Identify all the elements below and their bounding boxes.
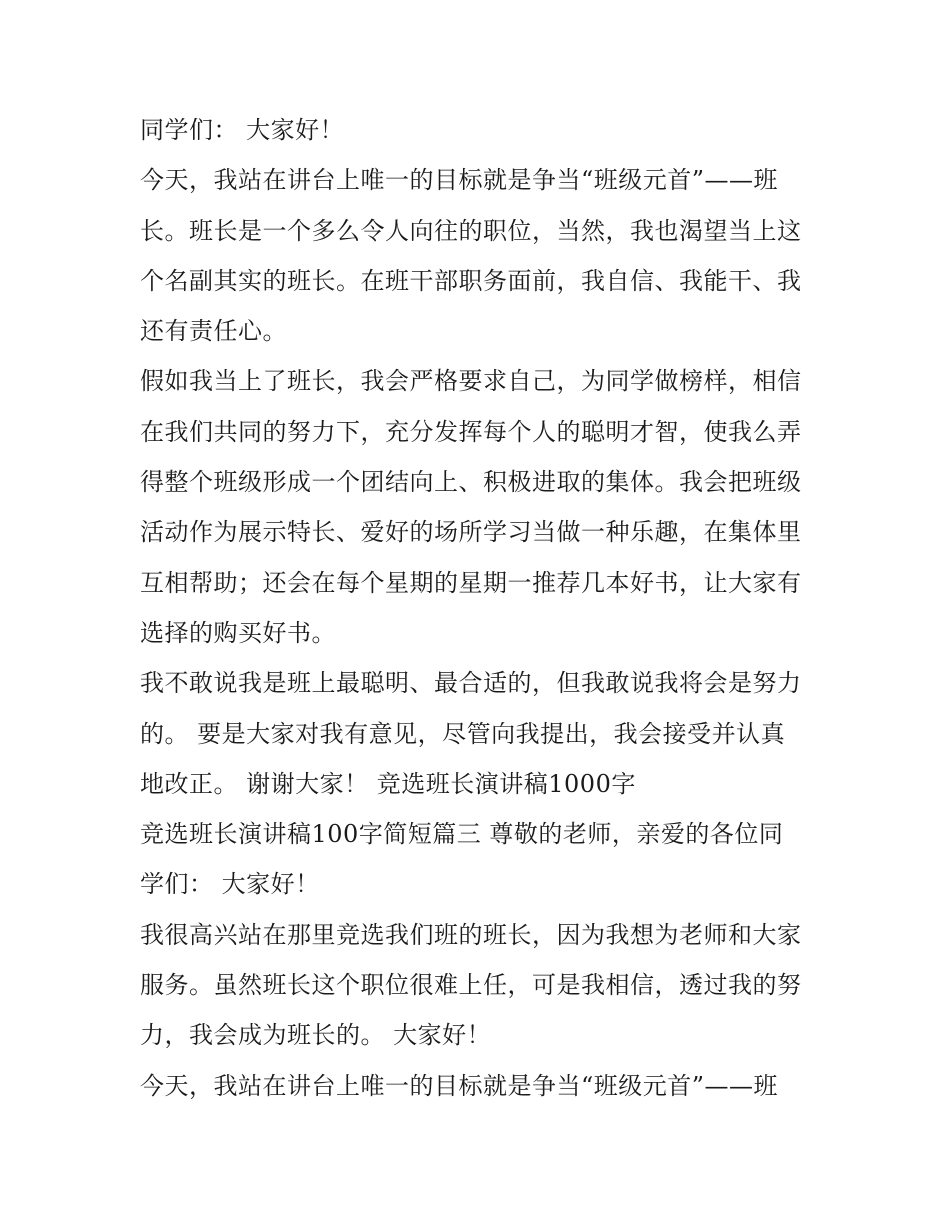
text-line: 的。 要是大家对我有意见，尽管向我提出，我会接受并认真 bbox=[140, 719, 786, 748]
text-line: 服务。虽然班长这个职位很难上任，可是我相信，透过我的努 bbox=[140, 971, 802, 1000]
text-line: 假如我当上了班长，我会严格要求自己，为同学做榜样，相信 bbox=[140, 367, 802, 396]
text-line: 得整个班级形成一个团结向上、积极进取的集体。我会把班级 bbox=[140, 468, 802, 497]
text-line: 地改正。 谢谢大家！ 竞选班长演讲稿1000字 bbox=[140, 769, 636, 798]
text-line: 在我们共同的努力下，充分发挥每个人的聪明才智，使我么弄 bbox=[140, 417, 802, 446]
text-line: 长。班长是一个多么令人向往的职位，当然，我也渴望当上这 bbox=[140, 216, 802, 245]
text-line: 今天，我站在讲台上唯一的目标就是争当“班级元首”——班 bbox=[140, 166, 779, 195]
text-line: 还有责任心。 bbox=[140, 317, 287, 346]
text-line: 竞选班长演讲稿100字简短篇三 尊敬的老师，亲爱的各位同 bbox=[140, 820, 784, 849]
document-body bbox=[140, 105, 820, 1111]
text-line: 个名副其实的班长。在班干部职务面前，我自信、我能干、我 bbox=[140, 266, 802, 295]
text-line: 我不敢说我是班上最聪明、最合适的，但我敢说我将会是努力 bbox=[140, 669, 802, 698]
text-line: 学们： 大家好！ bbox=[140, 870, 320, 899]
text-line: 活动作为展示特长、爱好的场所学习当做一种乐趣，在集体里 bbox=[140, 518, 802, 547]
text-line: 今天，我站在讲台上唯一的目标就是争当“班级元首”——班 bbox=[140, 1071, 779, 1100]
text-line: 互相帮助；还会在每个星期的星期一推荐几本好书，让大家有 bbox=[140, 568, 802, 597]
text-line: 我很高兴站在那里竞选我们班的班长，因为我想为老师和大家 bbox=[140, 920, 802, 949]
text-line: 选择的购买好书。 bbox=[140, 618, 336, 647]
text-line: 同学们： 大家好！ bbox=[140, 116, 345, 144]
text-line: 力，我会成为班长的。 大家好！ bbox=[140, 1021, 492, 1050]
